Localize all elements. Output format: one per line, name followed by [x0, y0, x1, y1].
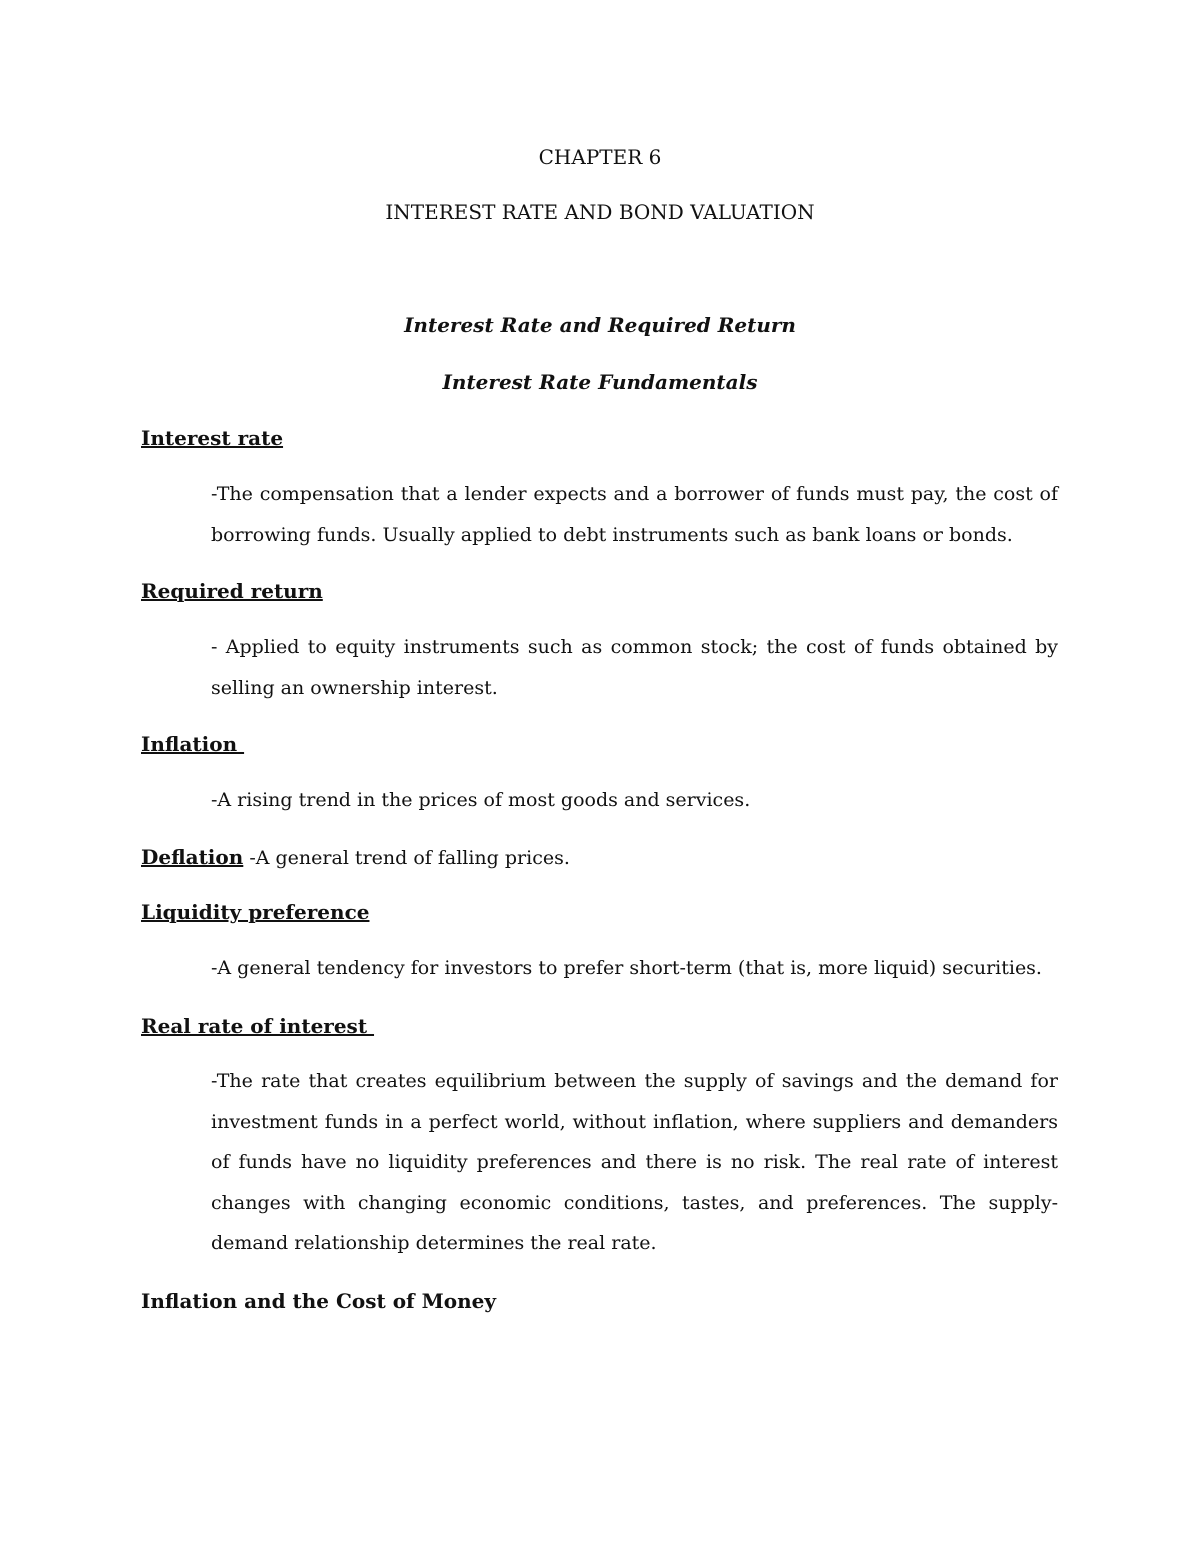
section-heading: Interest Rate and Required Return — [404, 313, 796, 337]
definition-required-return: - Applied to equity instruments such as common stock; the cost of funds obtained by selling an ownership interest. — [211, 636, 1058, 699]
term-interest-rate: Interest rate — [141, 426, 284, 450]
term-liquidity-preference: Liquidity preference — [141, 900, 370, 924]
definition-deflation: -A general trend of falling prices. — [243, 847, 570, 869]
term-inflation: Inflation — [141, 732, 245, 756]
term-real-rate-of-interest: Real rate of interest — [141, 1014, 375, 1038]
subsection-heading: Interest Rate Fundamentals — [442, 370, 758, 394]
chapter-title: INTEREST RATE AND BOND VALUATION — [385, 200, 815, 224]
definition-interest-rate: -The compensation that a lender expects and a borrower of funds must pay, the cost of borrowing funds. Usually applied to debt instruments such as bank loans or bonds. — [211, 483, 1058, 546]
chapter-number: CHAPTER 6 — [538, 145, 662, 169]
term-deflation: Deflation — [141, 845, 244, 869]
definition-inflation: -A rising trend in the prices of most goods and services. — [211, 789, 751, 811]
deflation-entry — [141, 845, 570, 870]
term-required-return: Required return — [141, 579, 323, 603]
heading-inflation-and-cost-of-money: Inflation and the Cost of Money — [141, 1289, 496, 1313]
definition-liquidity-preference: -A general tendency for investors to prefer short-term (that is, more liquid) securities. — [211, 957, 1042, 979]
definition-real-rate-of-interest: -The rate that creates equilibrium between the supply of savings and the demand for investment funds in a perfect world, without inflation, where suppliers and demanders of funds have no liquidity preferences and there is no risk. The real rate of interest changes with changing economic conditions, tastes, and preferences. The supply-demand relationship determines the real rate. — [211, 1070, 1058, 1254]
